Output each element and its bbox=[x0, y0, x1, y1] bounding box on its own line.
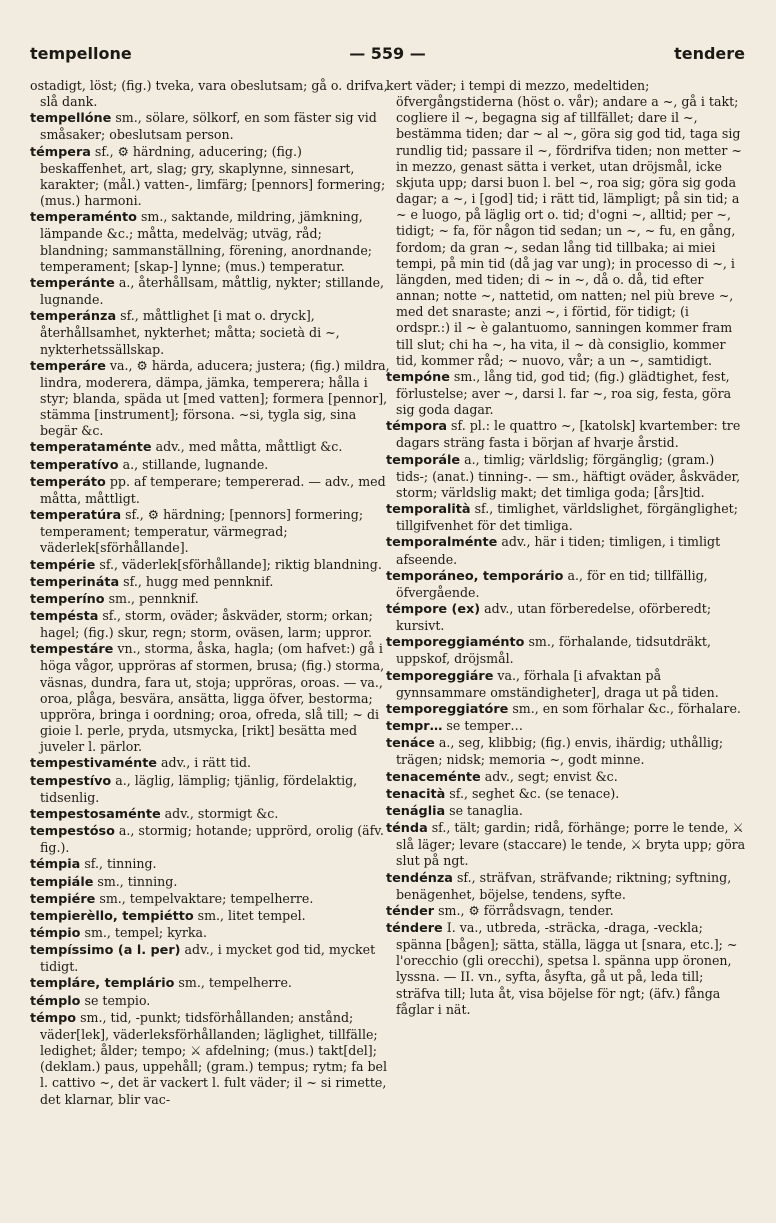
entry-headword: tempóne bbox=[386, 369, 450, 385]
entry-definition: sf. pl.: le quattro ~, [katolsk] kvartember: tre dagars sträng fasta i början af hvarje årstid. bbox=[396, 418, 741, 451]
entry-definition: adv., utan förberedelse, oförberedt; kursivt. bbox=[396, 601, 712, 634]
entry-definition: a., läglig, lämplig; tjänlig, fördelaktig, tidsenlig. bbox=[40, 772, 358, 805]
entry-headword: témpora bbox=[386, 419, 448, 435]
dictionary-entry bbox=[386, 735, 746, 768]
entry-definition: sm., förhalande, tidsutdräkt, uppskof, dröjsmål. bbox=[396, 634, 711, 667]
dictionary-entry bbox=[30, 275, 390, 308]
header-first-word: tempellone bbox=[30, 44, 132, 63]
entry-headword: temperánza bbox=[30, 309, 117, 325]
entry-definition: sf., tinning. bbox=[80, 856, 157, 872]
entry-headword: tempestóso bbox=[30, 824, 115, 840]
page-number: — 559 — bbox=[349, 44, 426, 63]
entry-definition: a., för en tid; tillfällig, öfvergående. bbox=[396, 567, 708, 600]
left-column bbox=[30, 78, 390, 1108]
entry-definition: va., ⚙ härda, aducera; justera; (fig.) mildra, lindra, moderera, dämpa, jämka, temperera; hålla i styr; blanda, späda ut [med vatten]; formera [pennor], stämma [instrument]; försona. ~si, tygla sig, sina begär &c. bbox=[40, 357, 390, 439]
entry-headword: tempestosaménte bbox=[30, 806, 161, 822]
entry-headword: temperíno bbox=[30, 591, 105, 607]
entry-headword: témpera bbox=[30, 144, 91, 160]
entry-headword: temperatúra bbox=[30, 508, 122, 524]
entry-headword: temperináta bbox=[30, 574, 120, 590]
dictionary-entry bbox=[30, 856, 390, 873]
dictionary-entry bbox=[30, 144, 390, 210]
entry-headword: tempestívo bbox=[30, 773, 112, 789]
entry-headword: temperatívo bbox=[30, 457, 119, 473]
entry-definition: sf., tält; gardin; ridå, förhänge; porre le tende, ⚔ slå läger; levare (staccare) le tende, ⚔ bryta upp; göra slut på ngt. bbox=[396, 820, 746, 869]
entry-definition: sf., ⚙ härdning; [pennors] formering; temperament; temperatur, värmegrad; väderlek[sförhållande]. bbox=[40, 507, 364, 556]
entry-headword: temporalménte bbox=[386, 535, 498, 551]
entry-definition: adv., segt; envist &c. bbox=[480, 768, 618, 784]
dictionary-entry bbox=[30, 209, 390, 275]
entry-definition: sm., litet tempel. bbox=[193, 907, 306, 923]
entry-headword: témplo bbox=[30, 993, 81, 1009]
dictionary-entry bbox=[30, 557, 390, 574]
dictionary-entry bbox=[30, 439, 390, 456]
dictionary-entry bbox=[386, 870, 746, 903]
dictionary-entry bbox=[30, 641, 390, 755]
dictionary-entry bbox=[30, 608, 390, 641]
dictionary-entry bbox=[30, 975, 390, 992]
entry-headword: témpia bbox=[30, 857, 81, 873]
entry-definition: sf., väderlek[sförhållande]; riktig blandning. bbox=[95, 556, 382, 572]
entry-definition: adv., i rätt tid. bbox=[157, 755, 252, 771]
dictionary-entry bbox=[30, 358, 390, 440]
entry-headword: tempiále bbox=[30, 874, 94, 890]
dictionary-entry bbox=[386, 452, 746, 501]
entry-definition: sf., storm, oväder; åskväder, storm; orkan; hagel; (fig.) skur, regn; storm, oväsen, larm; uppror. bbox=[40, 608, 373, 641]
entry-headword: temporáneo, temporário bbox=[386, 568, 564, 584]
entry-definition: kert väder; i tempi di mezzo, medeltiden; öfvergångstiderna (höst o. vår); andare a ~, gå i takt; cogliere il ~, begagna sig af tillfället; dare il ~, bestämma tiden; dar ~ al ~, göra sig god tid, taga sig rundlig tid; passare il ~, fördrifva tiden; non metter ~ in mezzo, genast sätta i verket, utan dröjsmål, icke skjuta upp; darsi buon l. bel ~, roa sig; göra sig goda dagar; a ~, i [god] tid; i rätt tid, lämpligt; på sin tid; a ~ e luogo, på läglig ort o. tid; d'ogni ~, alltid; per ~, tidigt; ~ fa, för någon tid sedan; un ~, ~ fu, en gång, fordom; da gran ~, sedan lång tid tillbaka; ai miei tempi, på min tid (då jag var ung); in processo di ~, i längden, med tiden; di ~ in ~, då o. då, tid efter annan; notte ~, nattetid, om natten; nel più breve ~, med det snaraste; anzi ~, i förtid, för tidigt; (i ordspr.:) il ~ è galantuomo, sanningen kommer fram till slut; chi ha ~, ha vita, il ~ dà consiglio, kommer tid, kommer råd; ~ nuovo, vår; a un ~, samtidigt. bbox=[386, 78, 742, 368]
dictionary-entry bbox=[386, 418, 746, 451]
entry-headword: temporalità bbox=[386, 502, 471, 518]
dictionary-entry bbox=[30, 78, 390, 110]
dictionary-entry bbox=[30, 474, 390, 507]
entry-headword: témpio bbox=[30, 925, 81, 941]
entry-headword: tempestivaménte bbox=[30, 756, 157, 772]
entry-definition: sm., lång tid, god tid; (fig.) glädtighet, fest, förlustelse; aver ~, darsi l. far ~, roa sig, festa, göra sig goda dagar. bbox=[396, 368, 732, 418]
dictionary-entry bbox=[30, 773, 390, 806]
entry-definition: sm., sölare, sölkorf, en som fäster sig vid småsaker; obeslutsam person. bbox=[40, 110, 377, 143]
entry-definition: a., stillande, lugnande. bbox=[118, 456, 269, 472]
entry-definition: adv., med måtta, måttligt &c. bbox=[151, 439, 343, 455]
entry-definition: sm., pennknif. bbox=[104, 590, 199, 606]
dictionary-entry bbox=[30, 806, 390, 823]
entry-definition: sf., ⚙ härdning, aducering; (fig.) beskaffenhet, art, slag; gry, skaplynne, sinnesart, karakter; (mål.) vatten-, limfärg; [pennors] formering; (mus.) harmoni. bbox=[40, 143, 386, 209]
dictionary-entry bbox=[386, 634, 746, 667]
dictionary-entry bbox=[386, 903, 746, 920]
entry-headword: téndere bbox=[386, 920, 443, 936]
entry-headword: tenáglia bbox=[386, 803, 446, 819]
dictionary-entry bbox=[386, 920, 746, 1018]
entry-definition: sf., sträfvan, sträfvande; riktning; syftning, benägenhet, böjelse, tendens, syfte. bbox=[396, 869, 732, 902]
dictionary-entry bbox=[386, 769, 746, 786]
entry-headword: templáre, templário bbox=[30, 976, 175, 992]
entry-headword: tenáce bbox=[386, 736, 435, 752]
entry-headword: tendénza bbox=[386, 870, 453, 886]
dictionary-entry bbox=[30, 308, 390, 357]
entry-definition: adv., i mycket god tid, mycket tidigt. bbox=[40, 942, 376, 975]
dictionary-entry bbox=[30, 823, 390, 856]
entry-headword: temporeggiáre bbox=[386, 668, 494, 684]
dictionary-entry bbox=[30, 574, 390, 591]
dictionary-entry bbox=[386, 568, 746, 601]
entry-definition: sm., tid, -punkt; tidsförhållanden; anstånd; väder[lek], väderleksförhållanden; läglighet, tillfälle; ledighet; ålder; tempo; ⚔ afdelning; (mus.) takt[del]; (deklam.) paus, uppehåll; (gram.) tempus; rytm; fa bel l. cattivo ~, det är vackert l. fult väder; il ~ si rimette, det klarnar, blir vac- bbox=[40, 1009, 388, 1107]
dictionary-entry bbox=[386, 601, 746, 634]
dictionary-entry bbox=[30, 874, 390, 891]
entry-definition: pp. af temperare; tempererad. — adv., med måtta, måttligt. bbox=[40, 473, 386, 506]
dictionary-entry bbox=[386, 786, 746, 803]
right-column bbox=[386, 78, 746, 1018]
entry-headword: temporeggiaménto bbox=[386, 635, 525, 651]
dictionary-entry bbox=[30, 993, 390, 1010]
entry-definition: sm., tempel; kyrka. bbox=[80, 924, 208, 940]
dictionary-entry bbox=[30, 891, 390, 908]
dictionary-entry bbox=[386, 668, 746, 701]
dictionary-entry bbox=[386, 718, 746, 735]
dictionary-entry bbox=[386, 701, 746, 718]
entry-definition: sm., tinning. bbox=[93, 873, 178, 889]
entry-headword: tempiére bbox=[30, 891, 96, 907]
entry-definition: a., seg, klibbig; (fig.) envis, ihärdig; uthållig; trägen; nidsk; memoria ~, godt minne. bbox=[396, 735, 724, 768]
entry-definition: sm., tempelvaktare; tempelherre. bbox=[95, 890, 314, 906]
entry-definition: ostadigt, löst; (fig.) tveka, vara obeslutsam; gå o. drifva, slå dank. bbox=[30, 78, 388, 110]
entry-definition: vn., storma, åska, hagla; (om hafvet:) gå i höga vågor, uppröras af stormen, brusa; (fig.) storma, väsnas, dundra, fara ut, stoja; uppröras, oroas. — va., oroa, plåga, besvära, ansätta, ligga öfver, bestorma; uppröra, bringa i oordning; oroa, ofreda, slå till; ~ di gioie l. perle, pryda, utsmycka, [rikt] besätta med juveler l. pärlor. bbox=[40, 641, 385, 755]
entry-definition: sf., måttlighet [i mat o. dryck], återhållsamhet, nykterhet; måtta; società di ~, nykterhetssällskap. bbox=[40, 308, 340, 357]
entry-definition: adv., här i tiden; timligen, i timligt afseende. bbox=[396, 534, 721, 567]
dictionary-entry bbox=[386, 369, 746, 418]
entry-headword: tempestáre bbox=[30, 642, 114, 658]
dictionary-entry bbox=[30, 942, 390, 975]
dictionary-entry bbox=[30, 908, 390, 925]
entry-headword: ténda bbox=[386, 821, 428, 837]
entry-headword: témpo bbox=[30, 1010, 77, 1026]
entry-headword: tenaceménte bbox=[386, 769, 481, 785]
entry-definition: se tanaglia. bbox=[445, 802, 523, 818]
dictionary-entry bbox=[30, 457, 390, 474]
entry-definition: se temper… bbox=[442, 718, 523, 734]
entry-headword: temporeggiatóre bbox=[386, 701, 509, 717]
entry-definition: sm., ⚙ förrådsvagn, tender. bbox=[434, 902, 614, 918]
entry-headword: tempésta bbox=[30, 609, 99, 624]
dictionary-entry bbox=[30, 1010, 390, 1108]
dictionary-entry bbox=[30, 110, 390, 143]
entry-definition: sm., en som förhalar &c., förhalare. bbox=[508, 700, 741, 716]
entry-headword: temporále bbox=[386, 452, 461, 468]
entry-headword: tenacità bbox=[386, 786, 446, 802]
entry-headword: tempierèllo, tempiétto bbox=[30, 908, 194, 924]
entry-definition: I. va., utbreda, -sträcka, -draga, -veckla; spänna [bågen]; sätta, ställa, lägga ut [snara, etc.]; ~ l'orecchio (gli orecchi), spetsa l. spänna upp öronen, lyssna. — II. vn., syfta, åsyfta, gå ut på, leda till; sträfva till; luta åt, visa böjelse för ngt; (äfv.) fånga fåglar i nät. bbox=[396, 919, 738, 1017]
entry-headword: tempérie bbox=[30, 557, 96, 573]
dictionary-entry bbox=[30, 925, 390, 942]
entry-headword: tempíssimo (a l. per) bbox=[30, 943, 181, 959]
entry-headword: témpore (ex) bbox=[386, 602, 481, 617]
entry-definition: sm., saktande, mildring, jämkning, lämpande &c.; måtta, medelväg; utväg, råd; blandning; sammanställning, förening, anordnande; temperament; [skap-] lynne; (mus.) temperatur. bbox=[40, 209, 373, 274]
entry-headword: ténder bbox=[386, 903, 435, 919]
entry-definition: se tempio. bbox=[80, 992, 151, 1008]
entry-headword: tempr… bbox=[386, 719, 443, 735]
page-header bbox=[30, 44, 745, 68]
dictionary-entry bbox=[386, 803, 746, 820]
entry-definition: sm., tempelherre. bbox=[174, 975, 292, 991]
entry-definition: va., förhala [i afvaktan på gynnsammare omständigheter], draga ut på tiden. bbox=[396, 667, 719, 700]
dictionary-entry bbox=[386, 820, 746, 869]
entry-headword: temperáre bbox=[30, 358, 106, 374]
dictionary-entry bbox=[30, 507, 390, 556]
entry-definition: sf., timlighet, världslighet, förgänglighet; tillgifvenhet för det timliga. bbox=[396, 501, 738, 534]
dictionary-entry bbox=[386, 78, 746, 369]
entry-definition: sf., seghet &c. (se tenace). bbox=[445, 785, 620, 801]
entry-headword: temperánte bbox=[30, 275, 115, 291]
dictionary-entry bbox=[386, 534, 746, 567]
entry-headword: temperáto bbox=[30, 474, 106, 490]
entry-definition: a., återhållsam, måttlig, nykter; stillande, lugnande. bbox=[40, 274, 385, 308]
dictionary-entry bbox=[386, 501, 746, 534]
entry-headword: temperataménte bbox=[30, 440, 152, 456]
entry-headword: tempellóne bbox=[30, 111, 112, 127]
header-last-word: tendere bbox=[674, 44, 745, 63]
entry-headword: temperaménto bbox=[30, 210, 137, 226]
dictionary-entry bbox=[30, 755, 390, 772]
entry-definition: sf., hugg med pennknif. bbox=[119, 573, 274, 589]
entry-definition: adv., stormigt &c. bbox=[160, 805, 279, 821]
dictionary-entry bbox=[30, 591, 390, 608]
entry-definition: a., timlig; världslig; förgänglig; (gram.) tids-; (anat.) tinning-. — sm., häftigt oväder, åskväder, storm; världslig makt; det timliga goda; [års]tid. bbox=[396, 451, 741, 500]
entry-definition: a., stormig; hotande; upprörd, orolig (äfv. fig.). bbox=[40, 823, 384, 856]
